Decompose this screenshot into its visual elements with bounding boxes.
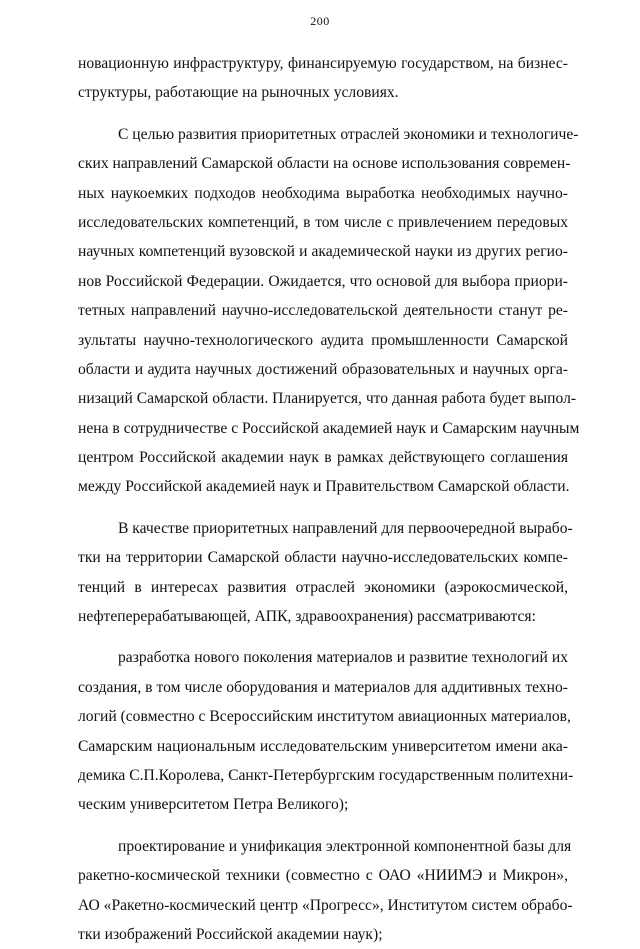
text-line: низаций Самарской области. Планируется, что данная работа будет выпол- [78,390,577,408]
text-line: ческим университетом Петра Великого); [78,796,349,814]
text-line: тенций в интересах развития отраслей экономики (аэрокосмической, [78,578,568,596]
text-line: тетных направлений научно-исследовательской деятельности станут ре- [78,302,568,320]
text-line: АО «Ракетно-космический центр «Прогресс», Институтом систем обрабо- [78,896,573,914]
text-line: тки изображений Российской академии наук); [78,925,383,943]
text-line: Самарским национальным исследовательским университетом имени ака- [78,737,568,755]
text-line: центром Российской академии наук в рамках действующего соглашения [78,449,568,467]
text-line: логий (совместно с Всероссийским институтом авиационных материалов, [78,708,571,726]
text-line: между Российской академией наук и Правительством Самарской области. [78,478,570,496]
paragraph [78,120,580,502]
text-line: ских направлений Самарской области на основе использования современ- [78,155,571,173]
text-line: создания, в том числе оборудования и материалов для аддитивных техно- [78,678,568,696]
text-line: демика С.П.Королева, Санкт-Петербургским государственным политехни- [78,766,574,784]
text-line: нена в сотрудничестве с Российской академией наук и Самарским научным [78,419,580,437]
text-line: проектирование и унификация электронной компонентной базы для [118,837,572,855]
text-line: разработка нового поколения материалов и развитие технологий их [118,649,568,667]
paragraph [78,643,574,819]
text-line: ных наукоемких подходов необходима выработка необходимых научно- [78,184,568,202]
paragraph [78,49,568,108]
text-line: тки на территории Самарской области научно-исследовательских компе- [78,549,568,567]
text-line: С целью развития приоритетных отраслей экономики и технологиче- [118,125,579,143]
document-body [78,49,580,949]
text-line: нефтеперерабатывающей, АПК, здравоохранения) рассматриваются: [78,608,536,626]
text-line: новационную инфраструктуру, финансируемую государством, на бизнес- [78,55,568,72]
text-line: научных компетенций вузовской и академической науки из других регио- [78,243,568,261]
text-line: области и аудита научных достижений образовательных и научных орга- [78,360,568,378]
text-line: В качестве приоритетных направлений для первоочередной вырабо- [118,519,573,537]
text-line: нов Российской Федерации. Ожидается, что основой для выбора приори- [78,272,568,290]
text-line: структуры, работающие на рыночных условиях. [78,84,399,102]
text-line: зультаты научно-технологического аудита промышленности Самарской [78,331,568,349]
page-number: 200 [310,14,330,28]
paragraph [78,514,573,632]
text-line: исследовательских компетенций, в том числе с привлечением передовых [78,213,568,231]
text-line: ракетно-космической техники (совместно с ОАО «НИИМЭ и Микрон», [78,867,568,885]
paragraph [78,832,573,949]
